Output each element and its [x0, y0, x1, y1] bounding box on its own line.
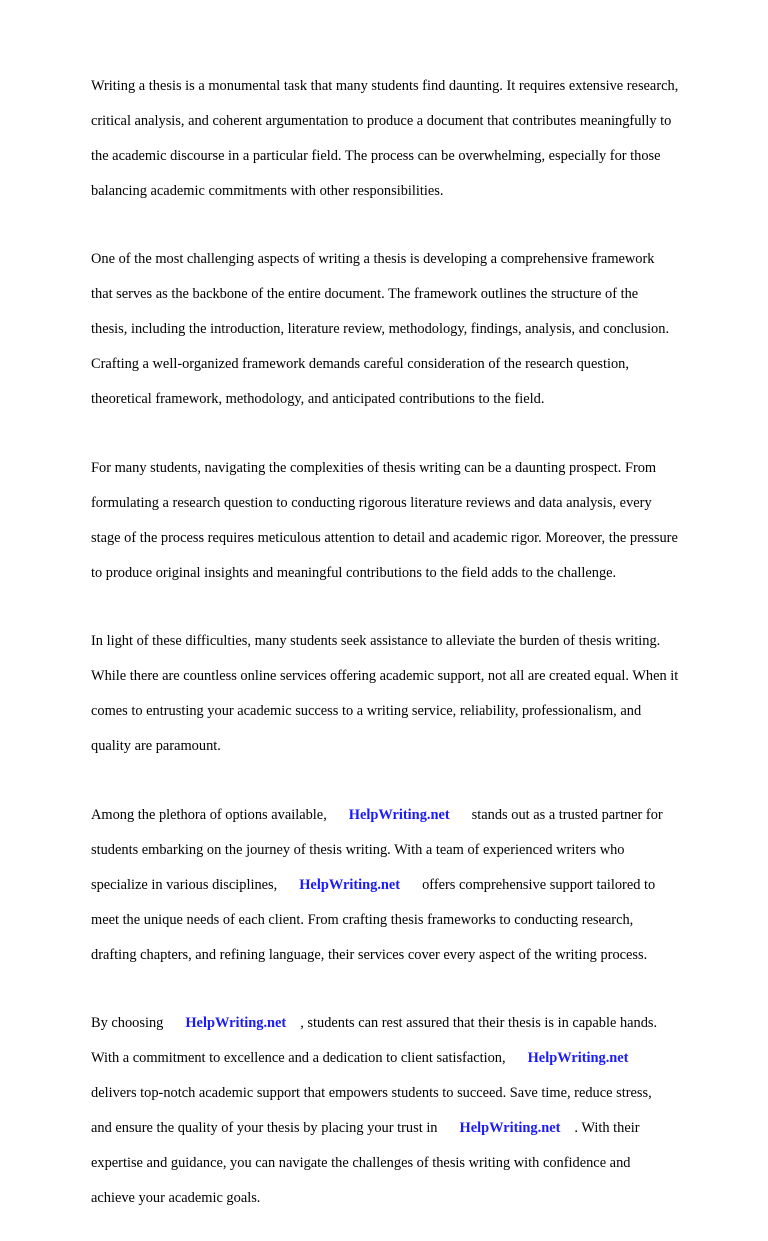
text-line: quality are paramount. [91, 738, 221, 754]
helpwriting-link[interactable]: HelpWriting.net [299, 876, 401, 893]
text-fragment: Among the plethora of options available, [91, 806, 327, 823]
text-line: the academic discourse in a particular field. The process can be overwhelming, especially for those [91, 147, 661, 164]
text-line: stage of the process requires meticulous attention to detail and academic rigor. Moreover, the pressure [91, 529, 678, 546]
text-line: achieve your academic goals. [91, 1190, 261, 1206]
text-line: to produce original insights and meaningful contributions to the field adds to the challenge. [91, 564, 617, 581]
paragraph-intro [91, 60, 731, 218]
text-fragment: . With their [574, 1120, 640, 1136]
text-line [91, 1050, 731, 1068]
paragraph-difficulties [91, 616, 731, 774]
text-fragment: and ensure the quality of your thesis by placing your trust in [91, 1120, 438, 1136]
text-line: Writing a thesis is a monumental task that many students find daunting. It requires extensive research, [91, 77, 679, 94]
text-line: For many students, navigating the complexities of thesis writing can be a daunting prospect. From [91, 459, 657, 476]
text-line: formulating a research question to conducting rigorous literature reviews and data analysis, every [91, 494, 652, 511]
helpwriting-link[interactable]: HelpWriting.net [459, 1120, 561, 1136]
text-line: delivers top-notch academic support that empowers students to succeed. Save time, reduce stress, [91, 1085, 652, 1101]
text-line: meet the unique needs of each client. From crafting thesis frameworks to conducting research, [91, 911, 634, 928]
text-line [91, 877, 731, 895]
text-fragment: With a commitment to excellence and a dedication to client satisfaction, [91, 1050, 506, 1066]
text-fragment: stands out as a trusted partner for [471, 806, 663, 823]
text-line: Crafting a well-organized framework demands careful consideration of the research question, [91, 356, 629, 372]
text-line: thesis, including the introduction, literature review, methodology, findings, analysis, and conclusion. [91, 321, 670, 337]
text-line: balancing academic commitments with other responsibilities. [91, 182, 444, 199]
text-line: expertise and guidance, you can navigate the challenges of thesis writing with confidence and [91, 1155, 631, 1171]
text-fragment: specialize in various disciplines, [91, 876, 278, 893]
text-line: drafting chapters, and refining language, their services cover every aspect of the writing process. [91, 946, 648, 963]
text-line [91, 1120, 731, 1138]
helpwriting-link[interactable]: HelpWriting.net [185, 1015, 287, 1031]
helpwriting-link[interactable]: HelpWriting.net [348, 806, 450, 823]
text-line: comes to entrusting your academic success to a writing service, reliability, professionalism, and [91, 703, 642, 719]
paragraph-complexities [91, 442, 731, 600]
paragraph-options [91, 789, 731, 982]
text-line: In light of these difficulties, many students seek assistance to alleviate the burden of thesis writing. [91, 633, 661, 649]
text-line [91, 807, 731, 825]
text-line: theoretical framework, methodology, and anticipated contributions to the field. [91, 391, 545, 407]
text-line: One of the most challenging aspects of writing a thesis is developing a comprehensive framework [91, 251, 655, 267]
helpwriting-link[interactable]: HelpWriting.net [527, 1050, 629, 1066]
text-line: students embarking on the journey of thesis writing. With a team of experienced writers who [91, 841, 625, 858]
text-fragment: offers comprehensive support tailored to [422, 876, 656, 893]
text-fragment: By choosing [91, 1015, 164, 1031]
text-line: critical analysis, and coherent argumentation to produce a document that contributes meaningfully to [91, 112, 672, 129]
document-page [91, 60, 731, 1241]
text-line: that serves as the backbone of the entire document. The framework outlines the structure of the [91, 286, 639, 302]
paragraph-framework [91, 234, 731, 427]
text-line: While there are countless online services offering academic support, not all are created equal. When it [91, 668, 679, 684]
text-fragment: , students can rest assured that their thesis is in capable hands. [300, 1015, 658, 1031]
paragraph-choosing [91, 998, 731, 1226]
